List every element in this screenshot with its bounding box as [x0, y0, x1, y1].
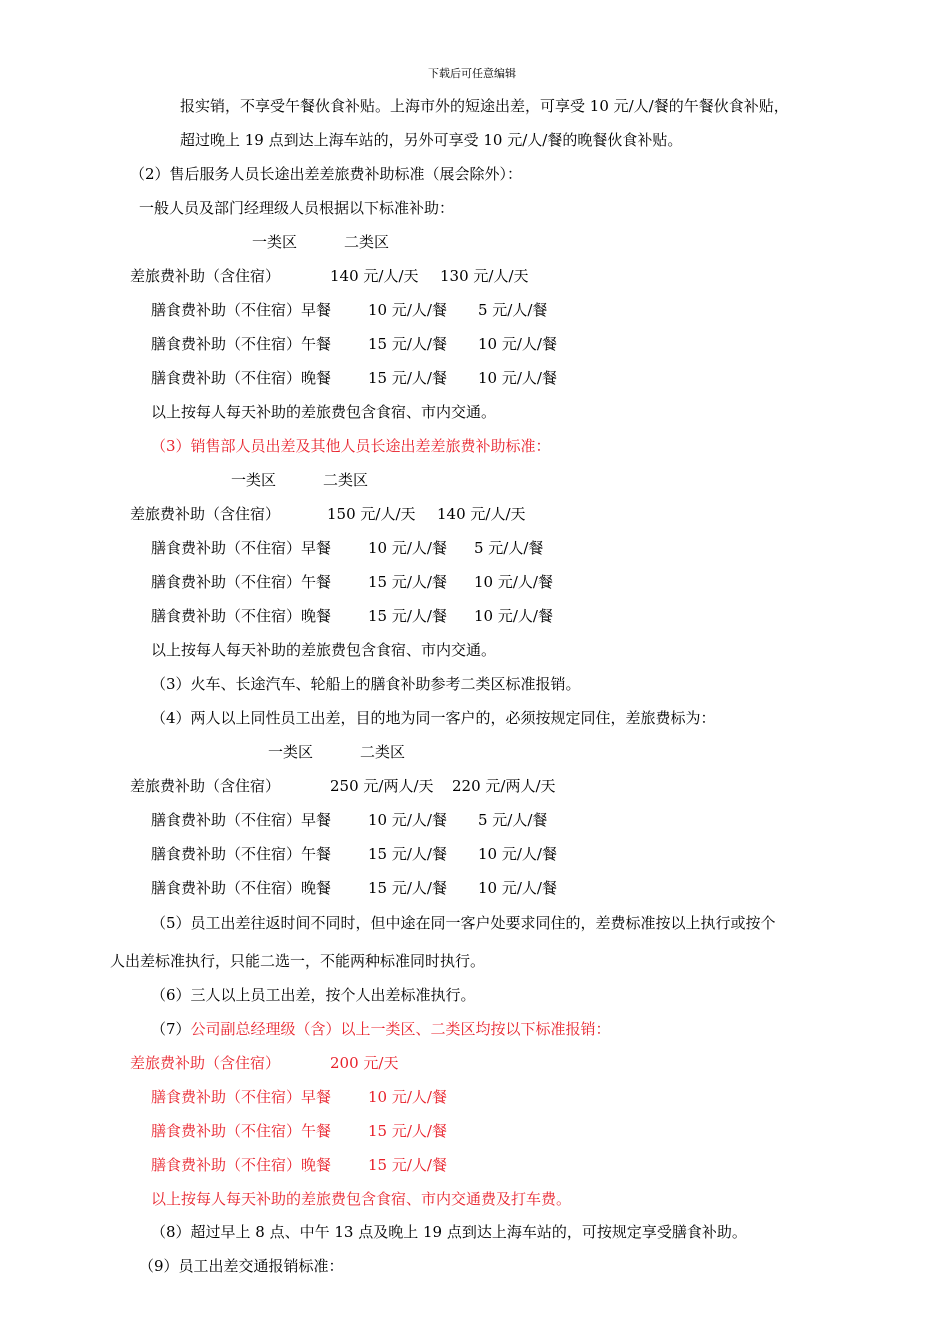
section-4-row-label: 差旅费补助（含住宿） [130, 777, 281, 795]
section-3-row-value-2: 140 元/人/天 [437, 505, 526, 523]
section-2-col1-header: 一类区 [252, 233, 298, 251]
section-4-row-value-1: 250 元/两人/天 [330, 777, 434, 795]
section-3-row-value-2: 10 元/人/餐 [474, 573, 553, 591]
section-2-row-value-1: 10 元/人/餐 [368, 301, 447, 319]
section-7-number: （7） [151, 1020, 191, 1038]
item-5-line-1: （5）员工出差往返时间不同时，但中途在同一客户处要求同住的，差费标准按以上执行或按个 [151, 914, 776, 932]
item-3-train-meals: （3）火车、长途汽车、轮船上的膳食补助参考二类区标准报销。 [151, 675, 581, 693]
page-header: 下载后可任意编辑 [428, 67, 516, 80]
section-4-row-value-2: 10 元/人/餐 [478, 879, 557, 897]
section-2-note: 以上按每人每天补助的差旅费包含食宿、市内交通。 [151, 403, 497, 421]
section-4-col2-header: 二类区 [360, 743, 406, 761]
section-4-row-value-1: 15 元/人/餐 [368, 845, 447, 863]
section-2-row-value-2: 10 元/人/餐 [478, 369, 557, 387]
section-3-row-label: 膳食费补助（不住宿）午餐 [151, 573, 332, 591]
section-7-row-value: 200 元/天 [330, 1054, 399, 1072]
section-3-col2-header: 二类区 [323, 471, 369, 489]
section-4-row-label: 膳食费补助（不住宿）晚餐 [151, 879, 332, 897]
section-3-row-value-2: 5 元/人/餐 [474, 539, 544, 557]
section-7-row-label: 膳食费补助（不住宿）早餐 [151, 1088, 332, 1106]
section-7-row-value: 15 元/人/餐 [368, 1156, 447, 1174]
section-4-row-label: 膳食费补助（不住宿）早餐 [151, 811, 332, 829]
section-4-row-value-2: 10 元/人/餐 [478, 845, 557, 863]
section-2-row-value-1: 140 元/人/天 [330, 267, 419, 285]
section-3-title: （3）销售部人员出差及其他人员长途出差差旅费补助标准： [151, 437, 551, 455]
section-2-row-value-1: 15 元/人/餐 [368, 369, 447, 387]
section-4-row-value-1: 10 元/人/餐 [368, 811, 447, 829]
item-9: （9）员工出差交通报销标准： [139, 1257, 344, 1275]
section-4-row-value-2: 220 元/两人/天 [452, 777, 556, 795]
section-2-row-label: 膳食费补助（不住宿）晚餐 [151, 369, 332, 387]
section-4-row-label: 膳食费补助（不住宿）午餐 [151, 845, 332, 863]
section-4-title: （4）两人以上同性员工出差，目的地为同一客户的，必须按规定同住，差旅费标为： [151, 709, 716, 727]
section-3-row-value-1: 10 元/人/餐 [368, 539, 447, 557]
section-7-row-label: 差旅费补助（含住宿） [130, 1054, 281, 1072]
section-2-row-label: 膳食费补助（不住宿）早餐 [151, 301, 332, 319]
section-7-row-label: 膳食费补助（不住宿）午餐 [151, 1122, 332, 1140]
section-2-row-value-2: 10 元/人/餐 [478, 335, 557, 353]
section-3-row-value-2: 10 元/人/餐 [474, 607, 553, 625]
section-7-title-line [151, 1019, 611, 1039]
section-4-row-value-1: 15 元/人/餐 [368, 879, 447, 897]
intro-line-2: 超过晚上 19 点到达上海车站的，另外可享受 10 元/人/餐的晚餐伙食补贴。 [180, 131, 683, 149]
section-2-title: （2）售后服务人员长途出差差旅费补助标准（展会除外）： [130, 165, 523, 183]
section-2-subtitle: 一般人员及部门经理级人员根据以下标准补助： [139, 199, 455, 217]
section-7-note: 以上按每人每天补助的差旅费包含食宿、市内交通费及打车费。 [151, 1190, 572, 1208]
section-3-row-label: 膳食费补助（不住宿）晚餐 [151, 607, 332, 625]
section-3-row-label: 膳食费补助（不住宿）早餐 [151, 539, 332, 557]
section-2-row-label: 差旅费补助（含住宿） [130, 267, 281, 285]
section-7-title: 公司副总经理级（含）以上一类区、二类区均按以下标准报销： [190, 1020, 611, 1038]
section-4-col1-header: 一类区 [268, 743, 314, 761]
section-7-row-label: 膳食费补助（不住宿）晚餐 [151, 1156, 332, 1174]
section-3-row-label: 差旅费补助（含住宿） [130, 505, 281, 523]
item-6: （6）三人以上员工出差，按个人出差标准执行。 [151, 986, 476, 1004]
section-3-col1-header: 一类区 [231, 471, 277, 489]
section-3-note: 以上按每人每天补助的差旅费包含食宿、市内交通。 [151, 641, 497, 659]
section-4-row-value-2: 5 元/人/餐 [478, 811, 548, 829]
item-8: （8）超过早上 8 点、中午 13 点及晚上 19 点到达上海车站的，可按规定享受膳食补助。 [151, 1223, 747, 1241]
section-3-row-value-1: 150 元/人/天 [327, 505, 416, 523]
section-2-row-value-2: 130 元/人/天 [440, 267, 529, 285]
intro-line-1: 报实销，不享受午餐伙食补贴。上海市外的短途出差，可享受 10 元/人/餐的午餐伙食补贴， [180, 97, 789, 115]
item-5-line-2: 人出差标准执行，只能二选一，不能两种标准同时执行。 [110, 952, 486, 970]
section-2-row-label: 膳食费补助（不住宿）午餐 [151, 335, 332, 353]
section-3-row-value-1: 15 元/人/餐 [368, 573, 447, 591]
section-2-row-value-1: 15 元/人/餐 [368, 335, 447, 353]
section-2-row-value-2: 5 元/人/餐 [478, 301, 548, 319]
section-3-row-value-1: 15 元/人/餐 [368, 607, 447, 625]
section-7-row-value: 15 元/人/餐 [368, 1122, 447, 1140]
section-2-col2-header: 二类区 [344, 233, 390, 251]
section-7-row-value: 10 元/人/餐 [368, 1088, 447, 1106]
